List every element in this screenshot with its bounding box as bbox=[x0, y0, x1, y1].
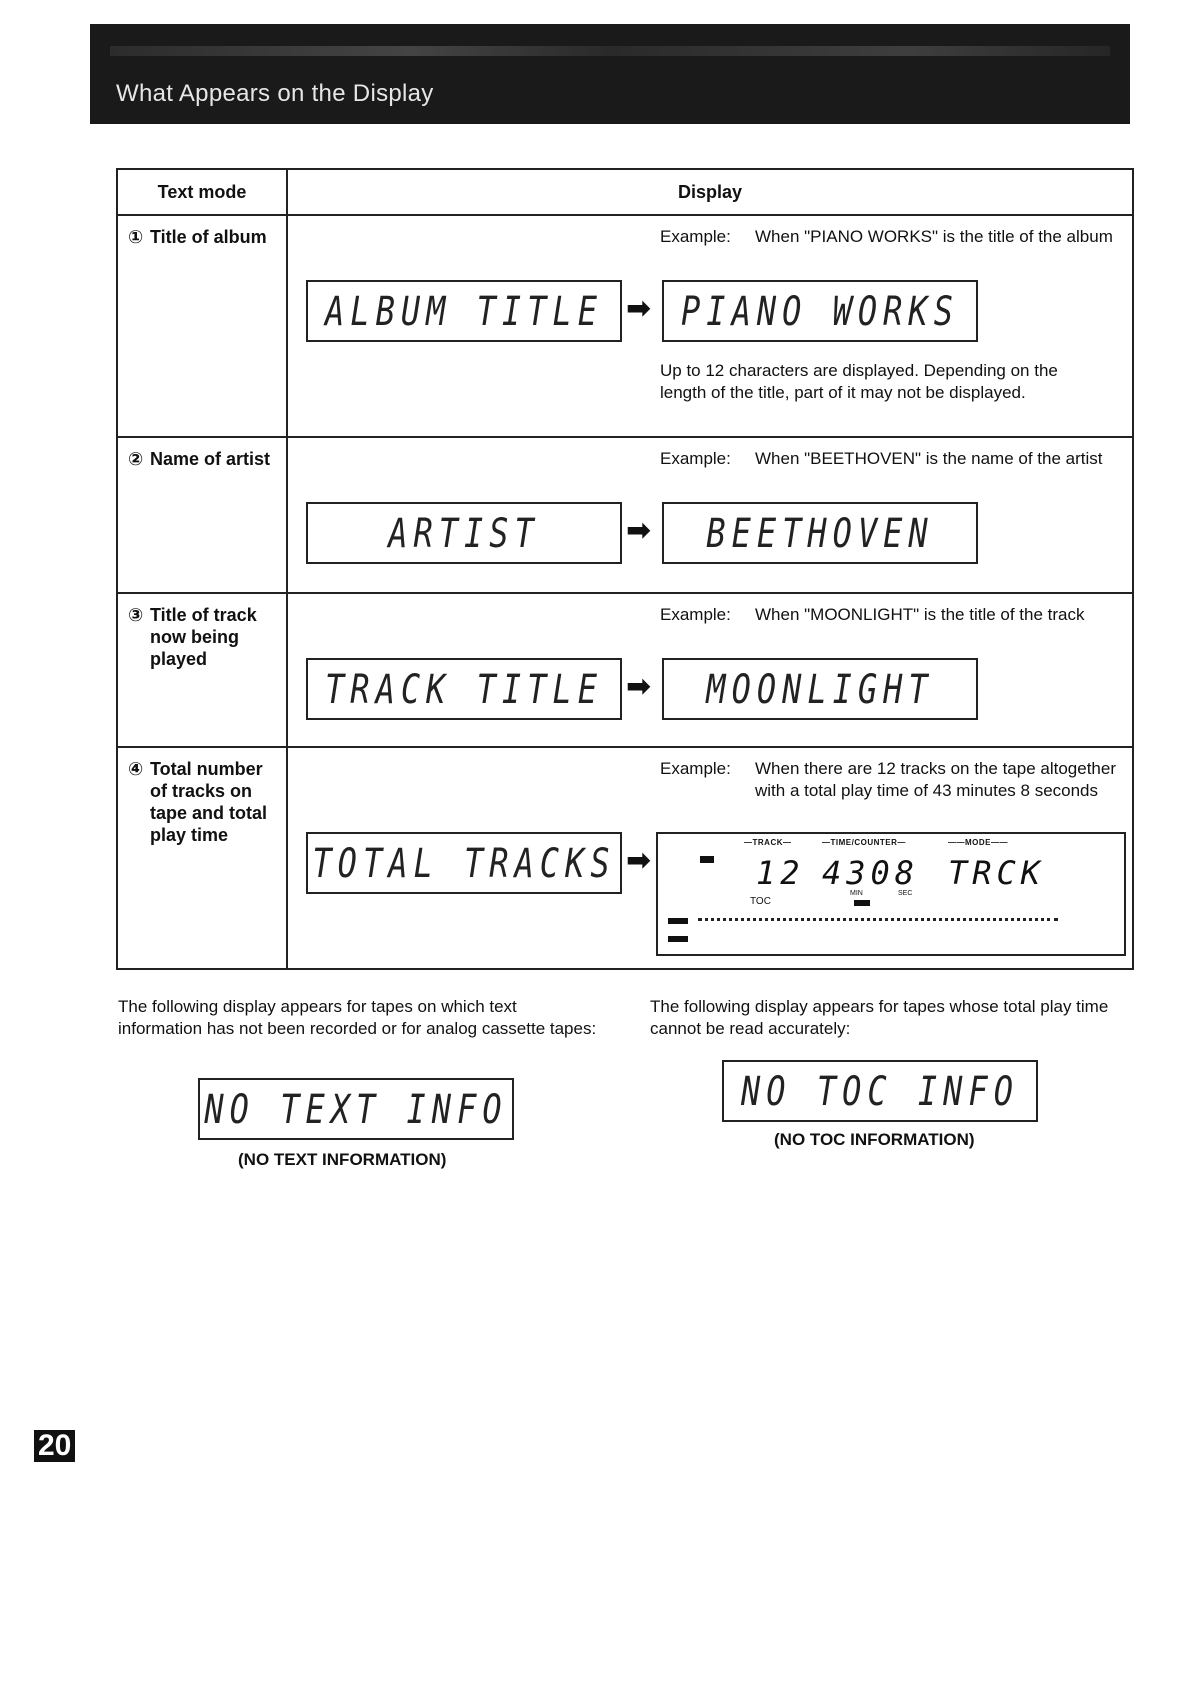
item-number: ① bbox=[128, 227, 144, 247]
min-label: MIN bbox=[850, 890, 863, 897]
right-arrow-icon: ➡ bbox=[626, 844, 652, 877]
no-toc-description: The following display appears for tapes whose total play time cannot be read accurately: bbox=[650, 997, 1109, 1038]
lcd-display-example bbox=[662, 658, 978, 720]
header-decoration bbox=[110, 46, 1110, 56]
example-text bbox=[660, 448, 1120, 470]
example-text bbox=[660, 226, 1120, 248]
col-header-display: Display bbox=[287, 169, 1133, 215]
lcd-display-example bbox=[662, 502, 978, 564]
level-meter bbox=[698, 918, 1058, 921]
example-text bbox=[660, 604, 1120, 626]
item-number: ② bbox=[128, 449, 144, 469]
page-header bbox=[90, 24, 1130, 124]
indicator-segment bbox=[854, 900, 870, 906]
indicator-segment bbox=[668, 936, 688, 942]
indicator-segment bbox=[668, 918, 688, 924]
lcd-display-mode bbox=[306, 658, 622, 720]
mode-display: TRCK bbox=[948, 854, 1046, 892]
example-description: When "BEETHOVEN" is the name of the artist bbox=[755, 449, 1103, 468]
right-arrow-icon: ➡ bbox=[626, 514, 652, 547]
note-text: Up to 12 characters are displayed. Depending on the length of the title, part of it may not be displayed. bbox=[660, 361, 1058, 402]
no-text-description: The following display appears for tapes on which text information has not been recorded or for analog cassette tapes: bbox=[118, 997, 597, 1038]
lcd-display-mode bbox=[306, 832, 622, 894]
lcd-text: NO TOC INFO bbox=[741, 1067, 1019, 1115]
col-header-text-mode: Text mode bbox=[117, 169, 287, 215]
display-table bbox=[116, 168, 1134, 970]
item-number: ③ bbox=[128, 605, 144, 625]
track-caption: —TRACK— bbox=[744, 838, 792, 847]
lcd-display-example bbox=[662, 280, 978, 342]
lcd-text: ALBUM TITLE bbox=[325, 287, 603, 335]
mode-cell bbox=[117, 593, 287, 747]
mode-cell bbox=[117, 437, 287, 593]
no-text-caption: (NO TEXT INFORMATION) bbox=[238, 1150, 447, 1169]
example-label: Example: bbox=[660, 449, 731, 468]
lcd-text: TRACK TITLE bbox=[325, 665, 603, 713]
display-cell bbox=[287, 437, 1133, 593]
mode-cell bbox=[117, 215, 287, 437]
table-row bbox=[117, 747, 1133, 969]
display-cell bbox=[287, 593, 1133, 747]
track-count: 12 bbox=[756, 854, 805, 892]
table-row bbox=[117, 215, 1133, 437]
play-time: 4308 bbox=[822, 854, 920, 892]
item-number: ④ bbox=[128, 759, 144, 779]
example-description: When "PIANO WORKS" is the title of the album bbox=[755, 227, 1113, 246]
lcd-text: MOONLIGHT bbox=[706, 665, 934, 713]
right-arrow-icon: ➡ bbox=[626, 670, 652, 703]
mode-label: Title of album bbox=[150, 227, 267, 247]
toc-indicator: TOC bbox=[750, 896, 771, 907]
lcd-text: ARTIST bbox=[388, 509, 540, 557]
lcd-text: TOTAL TRACKS bbox=[312, 839, 616, 887]
display-cell bbox=[287, 215, 1133, 437]
indicator-segment bbox=[700, 856, 714, 863]
mode-label: Total number of tracks on tape and total play time bbox=[150, 759, 268, 845]
no-toc-caption: (NO TOC INFORMATION) bbox=[774, 1130, 975, 1149]
lcd-no-text-info bbox=[198, 1078, 514, 1140]
mode-label: Title of track now being played bbox=[150, 605, 257, 669]
sec-label: SEC bbox=[898, 890, 913, 897]
lcd-text: BEETHOVEN bbox=[706, 509, 934, 557]
full-lcd-panel bbox=[656, 832, 1126, 956]
lcd-text: NO TEXT INFO bbox=[204, 1085, 508, 1133]
mode-label: Name of artist bbox=[150, 449, 271, 469]
display-cell bbox=[287, 747, 1133, 969]
page-number: 20 bbox=[34, 1430, 75, 1462]
example-label: Example: bbox=[660, 605, 731, 624]
page-title: What Appears on the Display bbox=[116, 80, 434, 107]
lcd-display-mode bbox=[306, 280, 622, 342]
lcd-no-toc-info bbox=[722, 1060, 1038, 1122]
mode-cell bbox=[117, 747, 287, 969]
time-counter-caption: —TIME/COUNTER— bbox=[822, 838, 906, 847]
example-description: When there are 12 tracks on the tape altogether with a total play time of 43 minutes 8 seconds bbox=[755, 759, 1117, 800]
example-label: Example: bbox=[660, 227, 731, 246]
lcd-text: PIANO WORKS bbox=[681, 287, 959, 335]
lcd-display-mode bbox=[306, 502, 622, 564]
right-arrow-icon: ➡ bbox=[626, 292, 652, 325]
example-label: Example: bbox=[660, 759, 731, 778]
table-row bbox=[117, 593, 1133, 747]
example-description: When "MOONLIGHT" is the title of the track bbox=[755, 605, 1085, 624]
table-row bbox=[117, 437, 1133, 593]
example-text bbox=[660, 758, 1120, 802]
mode-caption: ——MODE—— bbox=[948, 838, 1008, 847]
